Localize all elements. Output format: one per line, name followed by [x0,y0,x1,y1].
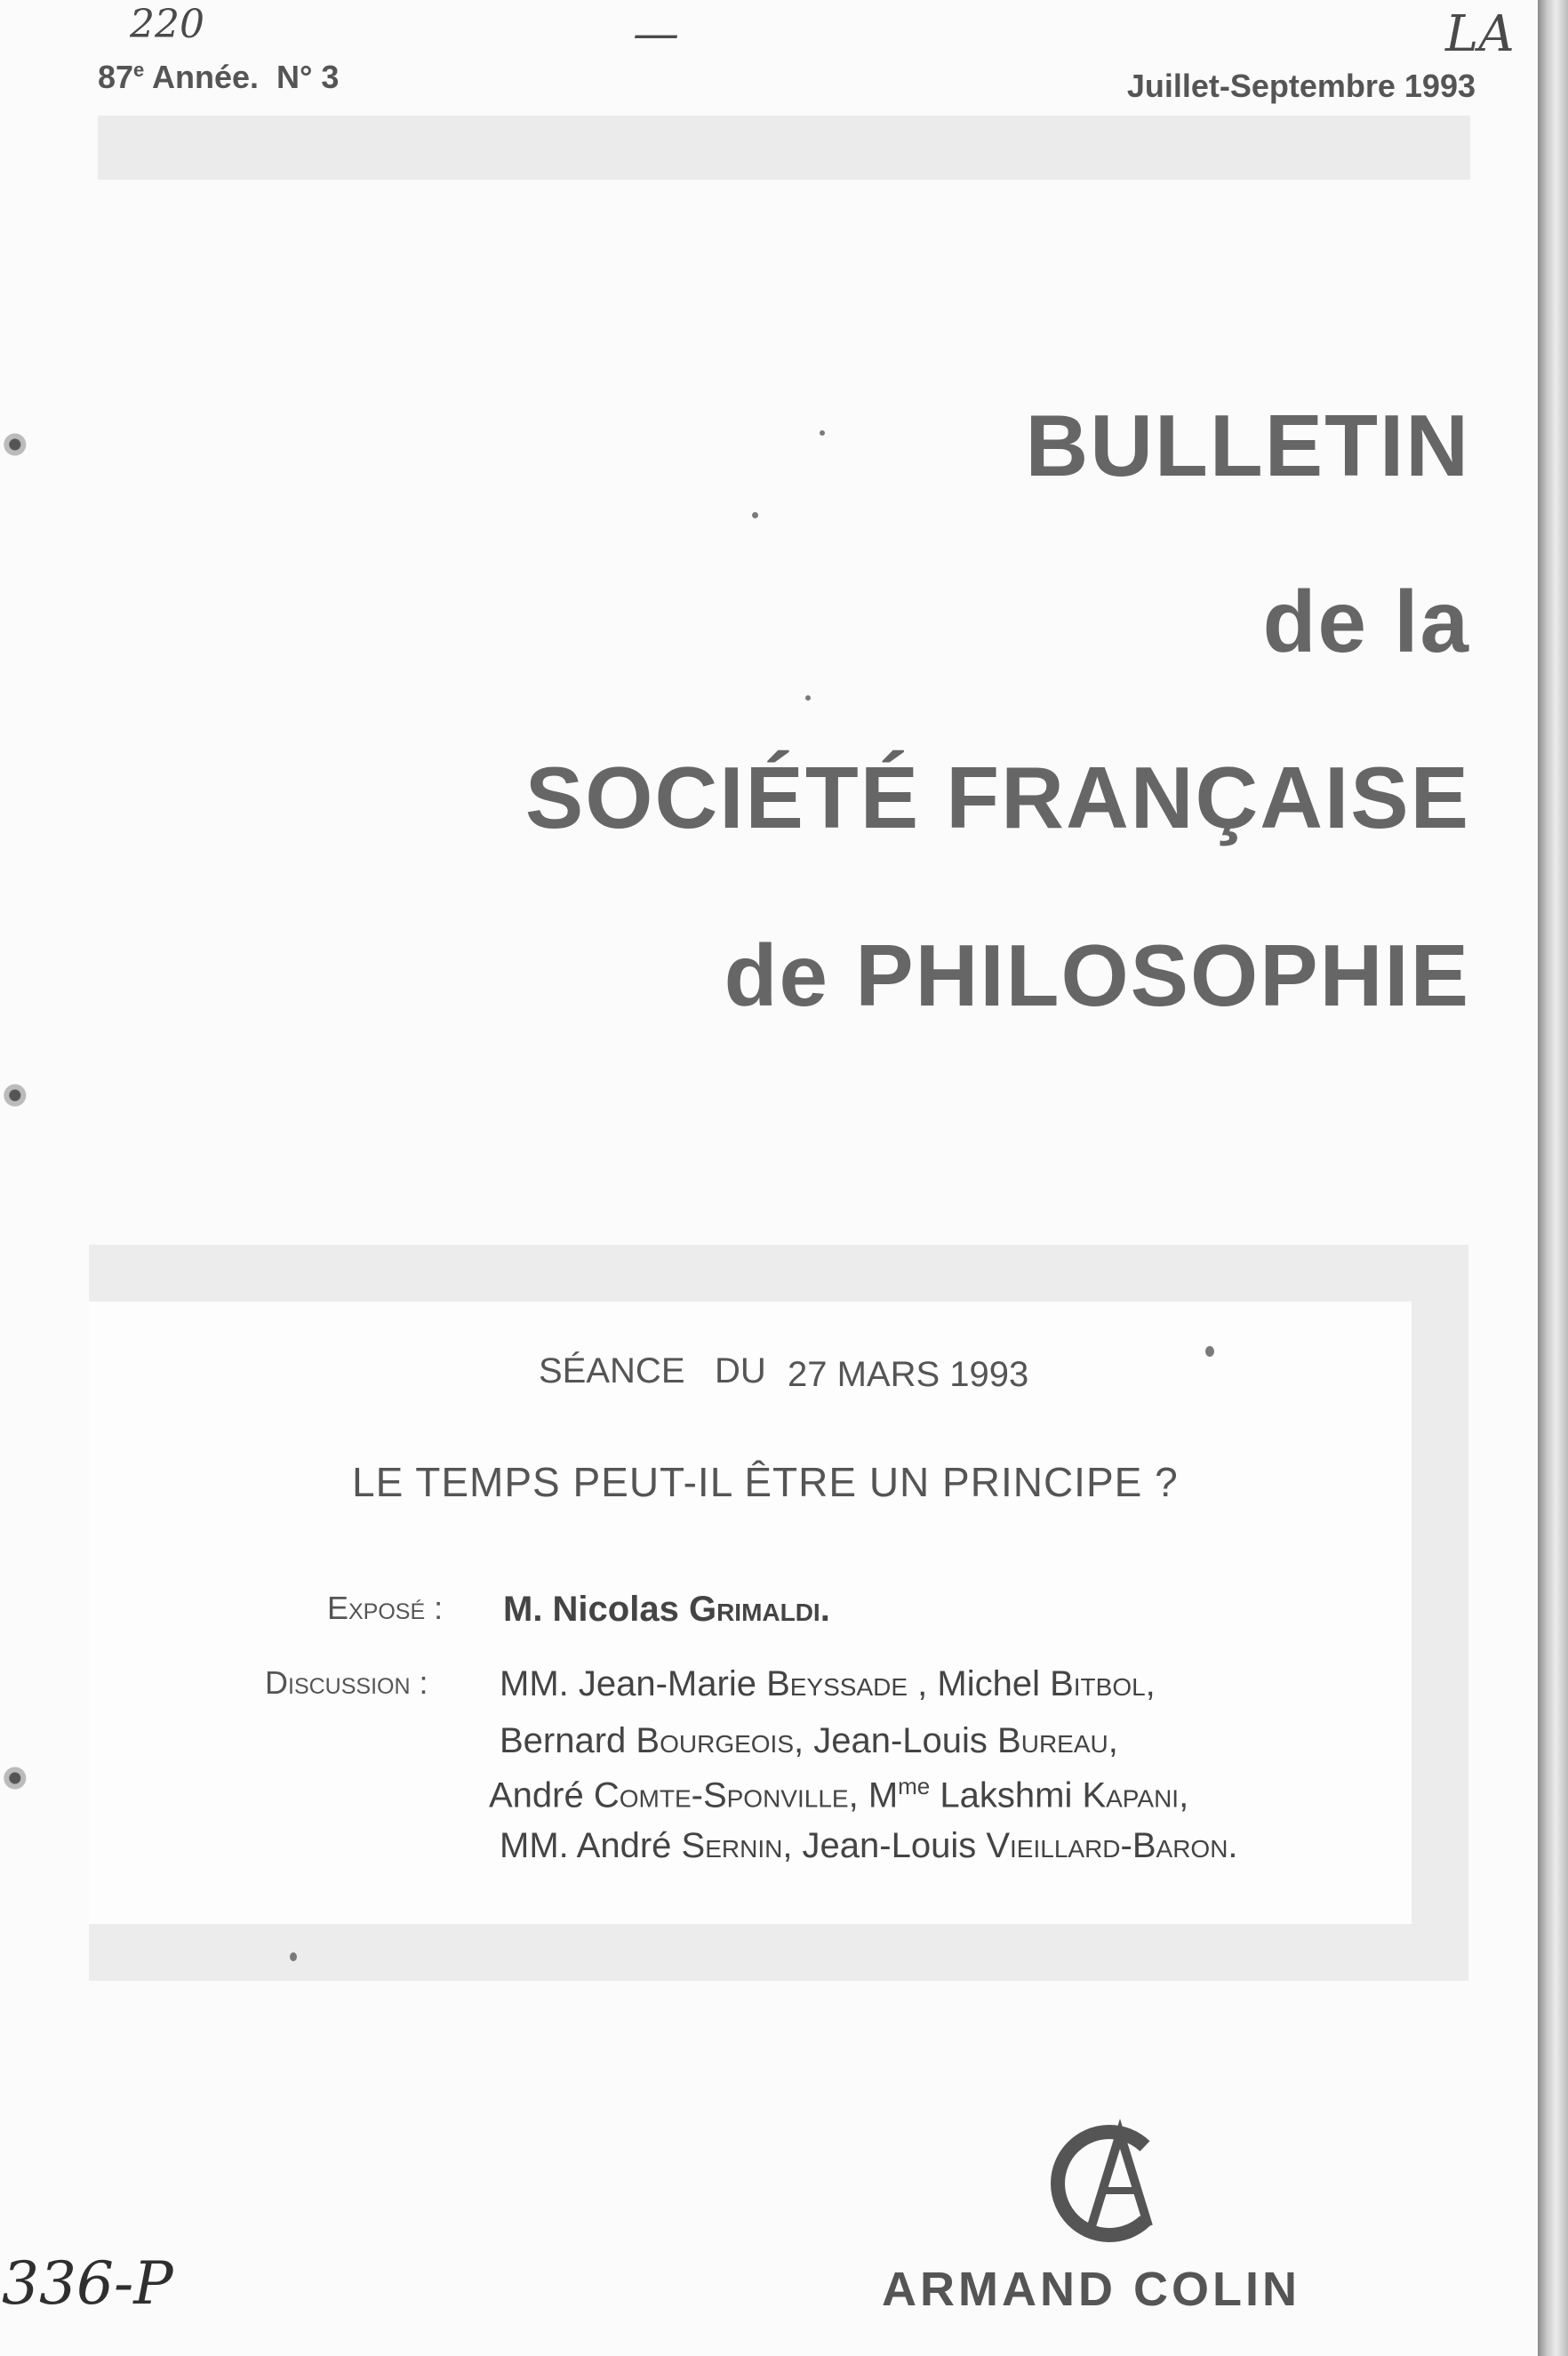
handwritten-note-top-right: LA [1445,5,1515,63]
expose-speaker-surname: Grimaldi. [688,1590,830,1629]
expose-speaker [503,1590,830,1630]
participant-surname: Bureau, [997,1721,1118,1760]
print-speck [805,695,811,701]
discussion-line-4 [500,1826,1238,1866]
discussion-text: , Jean-Louis [782,1826,987,1865]
print-speck [820,430,825,436]
discussion-text: , Michel [908,1664,1051,1703]
discussion-text: MM. André [500,1826,682,1865]
issue-header [98,59,1476,105]
armand-colin-logo [1040,2116,1173,2249]
participant-surname: Vieillard-Baron. [986,1826,1238,1865]
handwritten-note-top-left: 220 [130,2,204,47]
discussion-text: , Jean-Louis [794,1721,998,1760]
handwritten-call-number: 336-P [2,2249,173,2318]
print-speck [1205,1346,1214,1357]
title-bulletin: BULLETIN [1025,397,1470,494]
binding-hole [0,1078,50,1113]
participant-surname: Kapani, [1082,1775,1189,1815]
discussion-text: Bernard [500,1721,636,1760]
expose-speaker-prefix: M. Nicolas [503,1590,689,1629]
discussion-label: Discussion : [265,1664,428,1701]
discussion-line-2 [500,1721,1118,1761]
issue-year-ordinal: e [133,59,145,81]
binding-hole [0,427,50,462]
discussion-text: , M [848,1775,899,1815]
honorific-superscript: me [898,1773,931,1799]
discussion-line-3 [489,1773,1188,1815]
print-speck [752,512,758,518]
discussion-text: MM. Jean-Marie [500,1664,767,1703]
header-band [98,116,1470,180]
discussion-text: Lakshmi [930,1775,1083,1815]
page-edge [1538,0,1568,2356]
participant-surname: Comte-Sponville [593,1775,849,1815]
handwritten-dash: — [633,7,679,60]
publisher-name: ARMAND COLIN [882,2263,1300,2316]
session-question: LE TEMPS PEUT-IL ÊTRE UN PRINCIPE ? [352,1459,1179,1505]
discussion-line-1 [500,1664,1156,1704]
participant-surname: Sernin [681,1826,783,1865]
participant-surname: Bourgeois [636,1721,795,1760]
title-societe-francaise: SOCIÉTÉ FRANÇAISE [524,749,1470,846]
issue-year-label: Année. [144,59,259,95]
title-de-la: de la [1262,573,1470,670]
issue-year-number [98,59,339,96]
issue-number: N° 3 [276,59,340,95]
binding-hole [0,1760,50,1796]
title-de-philosophie: de PHILOSOPHIE [724,926,1470,1024]
du-label: DU [715,1351,766,1390]
issue-year: 87 [98,59,134,95]
print-speck [290,1952,297,1961]
session-date: 27 MARS 1993 [788,1355,1029,1394]
participant-surname: Beyssade [766,1664,908,1703]
participant-surname: Bitbol, [1050,1664,1156,1703]
expose-label: Exposé : [327,1590,444,1626]
seance-label: SÉANCE [539,1351,685,1390]
issue-period: Juillet-Septembre 1993 [1126,68,1476,104]
discussion-text: André [489,1775,594,1815]
